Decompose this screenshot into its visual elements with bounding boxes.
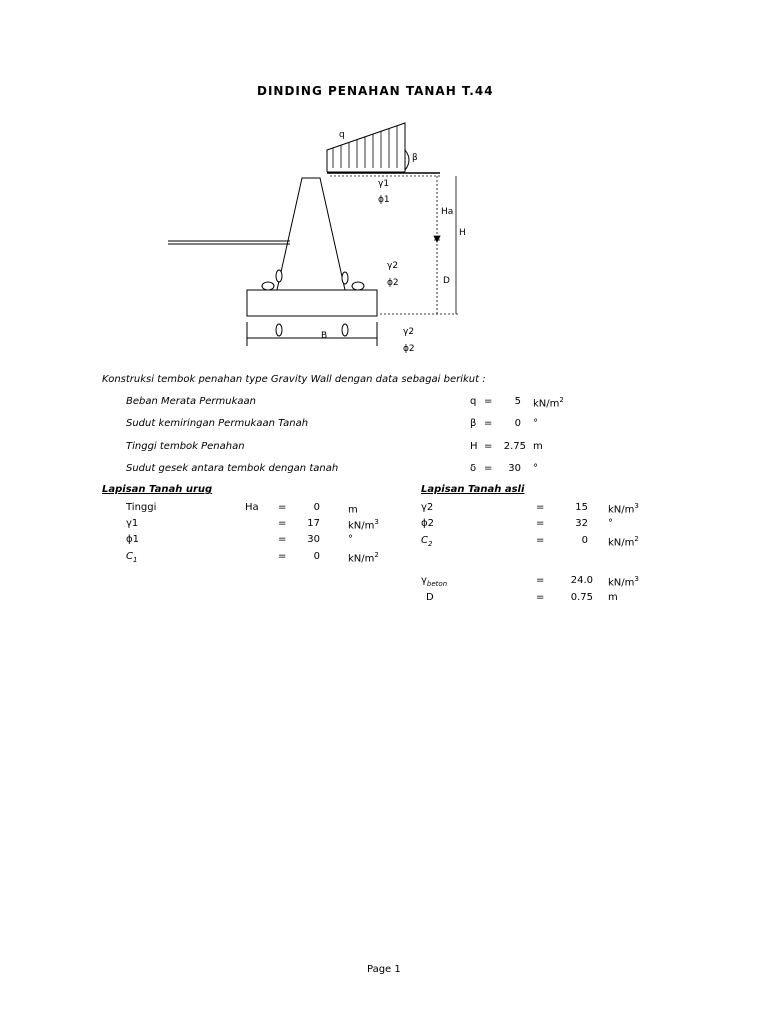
intro-text: Konstruksi tembok penahan type Gravity Wall dengan data sebagai berikut : (102, 374, 486, 385)
dimension-heights (380, 176, 460, 314)
right-extra-value: 24.0 (570, 575, 593, 586)
param-symbol: H (470, 441, 478, 452)
param-unit: $kN/m^2$ (533, 396, 564, 410)
right-extra-eq: = (536, 592, 545, 603)
label-phi2-top: ϕ2 (387, 278, 399, 288)
left-row-unit: $kN/m^2$ (348, 551, 379, 565)
param-eq: = (484, 463, 493, 474)
right-row-label: $C_2$ (421, 535, 433, 548)
param-label: Tinggi tembok Penahan (126, 441, 245, 452)
param-label: Sudut kemiringan Permukaan Tanah (126, 418, 309, 429)
param-symbol: β (470, 418, 477, 429)
left-row-label: ϕ1 (126, 534, 139, 545)
label-phi1: ϕ1 (378, 195, 390, 205)
param-eq: = (484, 441, 493, 452)
right-row-label: γ2 (421, 502, 434, 513)
label-phi2-bottom: ϕ2 (403, 344, 415, 354)
right-row-eq: = (536, 535, 545, 546)
label-B: B (321, 331, 328, 341)
label-Ha: Ha (441, 207, 454, 217)
right-row-eq: = (536, 518, 545, 529)
left-row-value: 0 (313, 502, 320, 513)
left-row-label: Tinggi (126, 502, 157, 513)
right-extra-unit: $kN/m^3$ (608, 575, 639, 589)
right-row-unit: $kN/m^3$ (608, 502, 639, 516)
left-row-label: γ1 (126, 518, 139, 529)
param-value: 30 (508, 463, 521, 474)
param-eq: = (484, 418, 493, 429)
right-row-value: 0 (581, 535, 588, 546)
param-label: Beban Merata Permukaan (126, 396, 257, 407)
right-extra-unit: m (608, 592, 618, 603)
left-section-header: Lapisan Tanah urug (102, 484, 213, 495)
left-row-symbol: Ha (245, 502, 259, 513)
front-ground-line (168, 241, 290, 244)
dimension-B (247, 322, 377, 346)
left-row-value: 30 (307, 534, 320, 545)
param-symbol: δ (470, 463, 477, 474)
left-row-unit: $kN/m^3$ (348, 518, 379, 532)
param-symbol: q (470, 396, 477, 407)
label-beta: β (412, 153, 418, 163)
right-extra-label: D (426, 592, 434, 603)
page-title: DINDING PENAHAN TANAH T.44 (257, 84, 494, 98)
left-row-unit: ° (348, 534, 353, 545)
right-row-unit: ° (608, 518, 613, 529)
param-unit: m (533, 441, 543, 452)
label-H: H (459, 228, 466, 238)
left-row-unit: m (348, 504, 358, 516)
gravity-wall (247, 178, 377, 316)
param-eq: = (484, 396, 493, 407)
param-unit: ° (533, 463, 538, 474)
left-row-eq: = (278, 534, 287, 545)
right-row-value: 32 (575, 518, 588, 529)
param-unit: ° (533, 418, 538, 429)
left-row-eq: = (278, 518, 287, 529)
param-label: Sudut gesek antara tembok dengan tanah (126, 463, 339, 474)
left-row-label: $C_1$ (126, 551, 138, 564)
label-gamma2-bottom: γ2 (403, 327, 415, 337)
right-row-value: 15 (575, 502, 588, 513)
right-extra-label: $\gamma_{beton}$ (421, 575, 448, 588)
backfill-surface (327, 173, 440, 176)
left-row-eq: = (278, 551, 287, 562)
param-value: 2.75 (503, 441, 526, 452)
param-value: 5 (514, 396, 521, 407)
page-number: Page 1 (367, 964, 401, 975)
right-row-unit: $kN/m^2$ (608, 535, 639, 549)
label-gamma1: γ1 (378, 179, 390, 189)
right-row-label: ϕ2 (421, 518, 434, 529)
left-row-eq: = (278, 502, 287, 513)
right-section-header: Lapisan Tanah asli (421, 484, 525, 495)
left-row-value: 0 (313, 551, 320, 562)
right-extra-eq: = (536, 575, 545, 586)
label-gamma2-top: γ2 (387, 261, 399, 271)
param-value: 0 (514, 418, 521, 429)
left-row-value: 17 (307, 518, 320, 529)
label-D: D (443, 276, 450, 286)
right-row-eq: = (536, 502, 545, 513)
wall-markers (262, 270, 364, 336)
label-q: q (339, 130, 345, 140)
retaining-wall-diagram (0, 0, 768, 370)
right-extra-value: 0.75 (570, 592, 593, 603)
